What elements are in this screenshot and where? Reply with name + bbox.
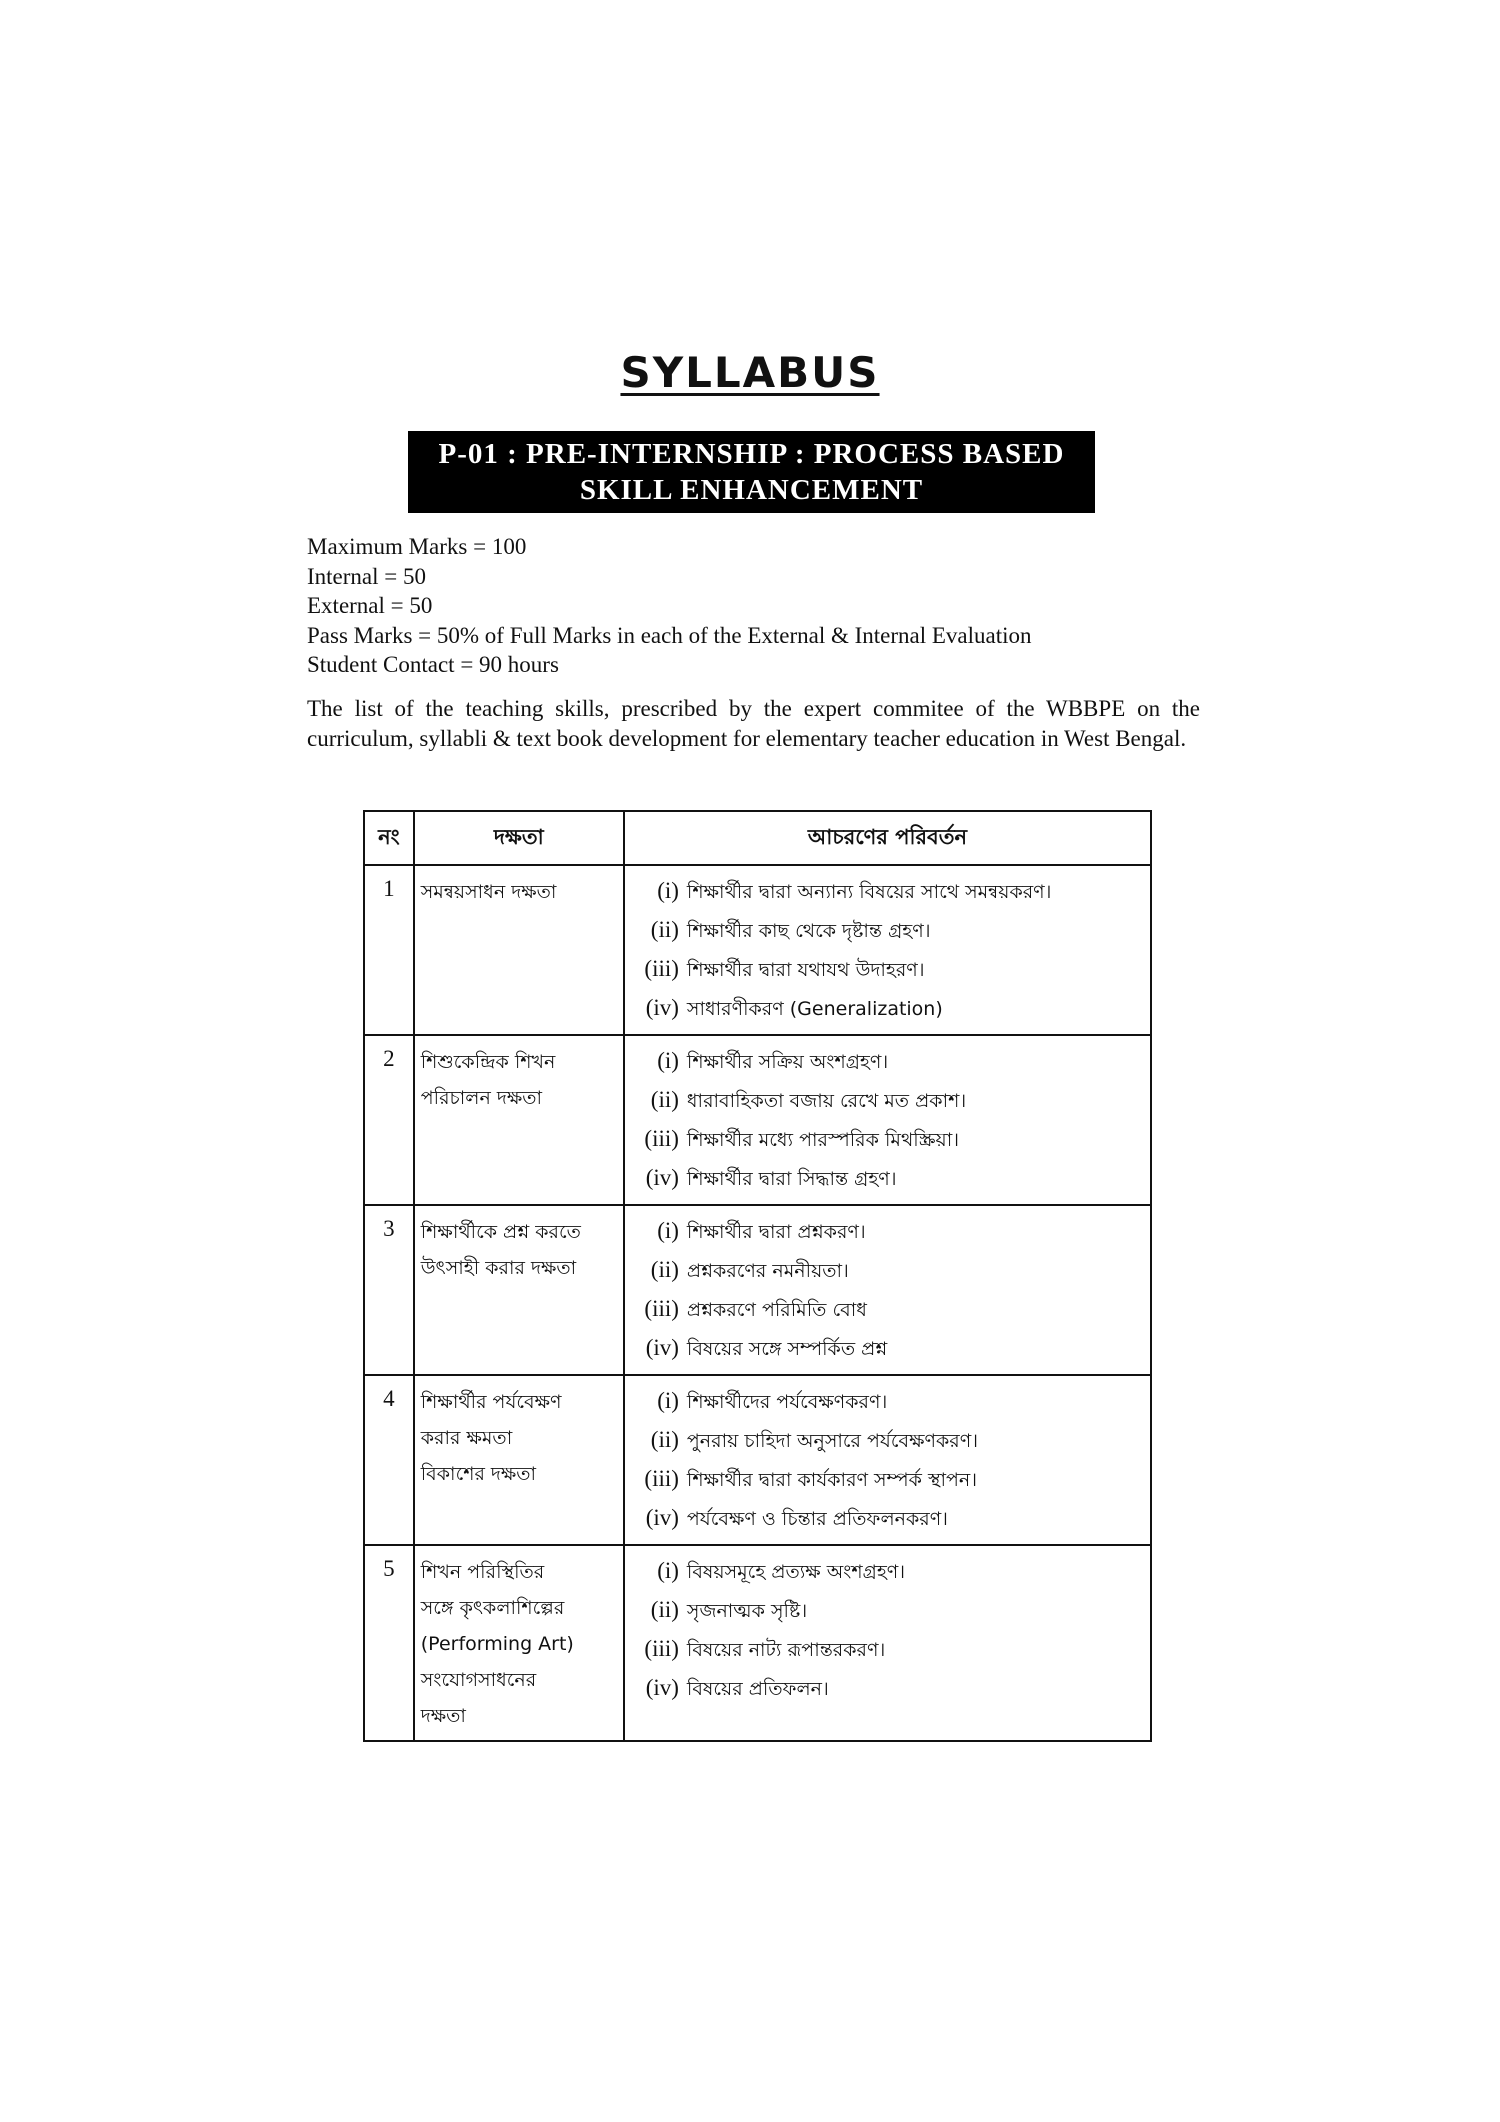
internal-marks: Internal = 50 (307, 563, 426, 589)
row-number: 5 (364, 1545, 414, 1741)
item-text: প্রশ্নকরণের নমনীয়তা। (686, 1260, 849, 1282)
item-numeral: (i) (657, 878, 679, 903)
skill-line: শিক্ষার্থীর পর্যবেক্ষণ (420, 1391, 562, 1413)
behavior-change-cell (624, 1545, 1151, 1741)
behavior-change-cell (624, 1205, 1151, 1375)
behavior-change-item (635, 1421, 1144, 1460)
intro-paragraph: The list of the teaching skills, prescribed by the expert commitee of the WBBPE on the curriculum, syllabli & text book development for elementary teacher education in West Bengal. (307, 696, 1200, 751)
item-numeral: (iv) (645, 1165, 679, 1190)
behavior-change-item (635, 1499, 1144, 1538)
item-text: পুনরায় চাহিদা অনুসারে পর্যবেক্ষণকরণ। (686, 1430, 978, 1452)
skill-line: সমন্বয়সাধন দক্ষতা (420, 881, 557, 903)
skills-table (363, 810, 1152, 1742)
behavior-change-item (635, 1460, 1144, 1499)
table-row (364, 1205, 1151, 1375)
table-header-row (364, 811, 1151, 865)
item-numeral: (iii) (644, 1636, 679, 1661)
item-text: শিক্ষার্থীদের পর্যবেক্ষণকরণ। (686, 1391, 888, 1413)
behavior-change-item (635, 1120, 1144, 1159)
header-number: নং (364, 811, 414, 865)
item-text: বিষয়ের প্রতিফলন। (686, 1678, 829, 1700)
item-text: শিক্ষার্থীর সক্রিয় অংশগ্রহণ। (686, 1051, 889, 1073)
item-numeral: (i) (657, 1218, 679, 1243)
skill-line: উৎসাহী করার দক্ষতা (420, 1257, 577, 1279)
table-row (364, 1545, 1151, 1741)
item-numeral: (iii) (644, 1296, 679, 1321)
item-numeral: (iii) (644, 1126, 679, 1151)
skill-cell (414, 1035, 624, 1205)
behavior-change-item (635, 989, 1144, 1028)
table-row (364, 1375, 1151, 1545)
item-text: প্রশ্নকরণে পরিমিতি বোধ (686, 1299, 867, 1321)
table-body (364, 865, 1151, 1741)
skill-line: সঙ্গে কৃৎকলাশিল্পের (420, 1597, 565, 1619)
item-numeral: (iv) (645, 1335, 679, 1360)
row-number: 3 (364, 1205, 414, 1375)
skill-line: সংযোগসাধনের (420, 1669, 537, 1691)
banner-line-1: P-01 : PRE-INTERNSHIP : PROCESS BASED (438, 438, 1065, 470)
item-text: শিক্ষার্থীর দ্বারা সিদ্ধান্ত গ্রহণ। (686, 1168, 897, 1190)
item-numeral: (iii) (644, 1466, 679, 1491)
item-text: শিক্ষার্থীর দ্বারা প্রশ্নকরণ। (686, 1221, 866, 1243)
item-text: শিক্ষার্থীর মধ্যে পারস্পরিক মিথস্ক্রিয়া। (686, 1129, 960, 1151)
item-text: সৃজনাত্মক সৃষ্টি। (686, 1600, 808, 1622)
page-title (0, 348, 1500, 397)
skill-cell (414, 1545, 624, 1741)
item-text: শিক্ষার্থীর দ্বারা অন্যান্য বিষয়ের সাথে সমন্বয়করণ। (686, 881, 1052, 903)
item-text: বিষয়ের নাট্য রূপান্তরকরণ। (686, 1639, 886, 1661)
header-behavior-change: আচরণের পরিবর্তন (624, 811, 1151, 865)
behavior-change-item (635, 1382, 1144, 1421)
behavior-change-item (635, 1251, 1144, 1290)
skill-line: শিখন পরিস্থিতির (420, 1561, 545, 1583)
skill-line: শিশুকেন্দ্রিক শিখন (420, 1051, 556, 1073)
item-text: শিক্ষার্থীর দ্বারা কার্যকারণ সম্পর্ক স্থাপন। (686, 1469, 978, 1491)
item-numeral: (i) (657, 1558, 679, 1583)
behavior-change-item (635, 1212, 1144, 1251)
skill-line: পরিচালন দক্ষতা (420, 1087, 542, 1109)
skill-cell (414, 1205, 624, 1375)
behavior-change-item (635, 1552, 1144, 1591)
skill-cell (414, 865, 624, 1035)
item-text: পর্যবেক্ষণ ও চিন্তার প্রতিফলনকরণ। (686, 1508, 948, 1530)
student-contact: Student Contact = 90 hours (307, 652, 559, 677)
item-numeral: (ii) (650, 1087, 679, 1112)
item-numeral: (i) (657, 1048, 679, 1073)
behavior-change-cell (624, 1375, 1151, 1545)
item-numeral: (i) (657, 1388, 679, 1413)
behavior-change-item (635, 911, 1144, 950)
item-numeral: (ii) (650, 1427, 679, 1452)
behavior-change-item (635, 1081, 1144, 1120)
item-numeral: (ii) (650, 1597, 679, 1622)
course-banner (408, 431, 1095, 513)
skill-line: শিক্ষার্থীকে প্রশ্ন করতে (420, 1221, 581, 1243)
marks-info (307, 532, 1207, 680)
item-text: বিষয়ের সঙ্গে সম্পর্কিত প্রশ্ন (686, 1338, 888, 1360)
behavior-change-item (635, 1290, 1144, 1329)
skill-line: করার ক্ষমতা (420, 1427, 513, 1449)
behavior-change-cell (624, 1035, 1151, 1205)
external-marks: External = 50 (307, 593, 433, 618)
item-text: সাধারণীকরণ (Generalization) (686, 998, 943, 1020)
item-numeral: (iv) (645, 1675, 679, 1700)
maximum-marks: Maximum Marks = 100 (307, 534, 527, 559)
row-number: 2 (364, 1035, 414, 1205)
behavior-change-item (635, 1591, 1144, 1630)
table-row (364, 1035, 1151, 1205)
pass-marks: Pass Marks = 50% of Full Marks in each of the External & Internal Evaluation (307, 622, 1032, 648)
skill-line: (Performing Art) (420, 1633, 574, 1655)
table-row (364, 865, 1151, 1035)
behavior-change-cell (624, 865, 1151, 1035)
behavior-change-item (635, 1329, 1144, 1368)
title-text: SYLLABUS (620, 348, 880, 397)
row-number: 4 (364, 1375, 414, 1545)
behavior-change-item (635, 1669, 1144, 1708)
behavior-change-item (635, 872, 1144, 911)
skill-cell (414, 1375, 624, 1545)
banner-line-2: SKILL ENHANCEMENT (579, 474, 924, 506)
behavior-change-item (635, 1630, 1144, 1669)
behavior-change-item (635, 1042, 1144, 1081)
behavior-change-item (635, 950, 1144, 989)
item-numeral: (iii) (644, 956, 679, 981)
row-number: 1 (364, 865, 414, 1035)
behavior-change-item (635, 1159, 1144, 1198)
item-text: শিক্ষার্থীর দ্বারা যথাযথ উদাহরণ। (686, 959, 925, 981)
item-numeral: (iv) (645, 995, 679, 1020)
item-numeral: (iv) (645, 1505, 679, 1530)
item-text: শিক্ষার্থীর কাছ থেকে দৃষ্টান্ত গ্রহণ। (686, 920, 931, 942)
header-skill: দক্ষতা (414, 811, 624, 865)
skill-line: বিকাশের দক্ষতা (420, 1463, 537, 1485)
skill-line: দক্ষতা (420, 1705, 466, 1727)
item-text: ধারাবাহিকতা বজায় রেখে মত প্রকাশ। (686, 1090, 967, 1112)
item-numeral: (ii) (650, 917, 679, 942)
item-numeral: (ii) (650, 1257, 679, 1282)
item-text: বিষয়সমূহে প্রত্যক্ষ অংশগ্রহণ। (686, 1561, 906, 1583)
